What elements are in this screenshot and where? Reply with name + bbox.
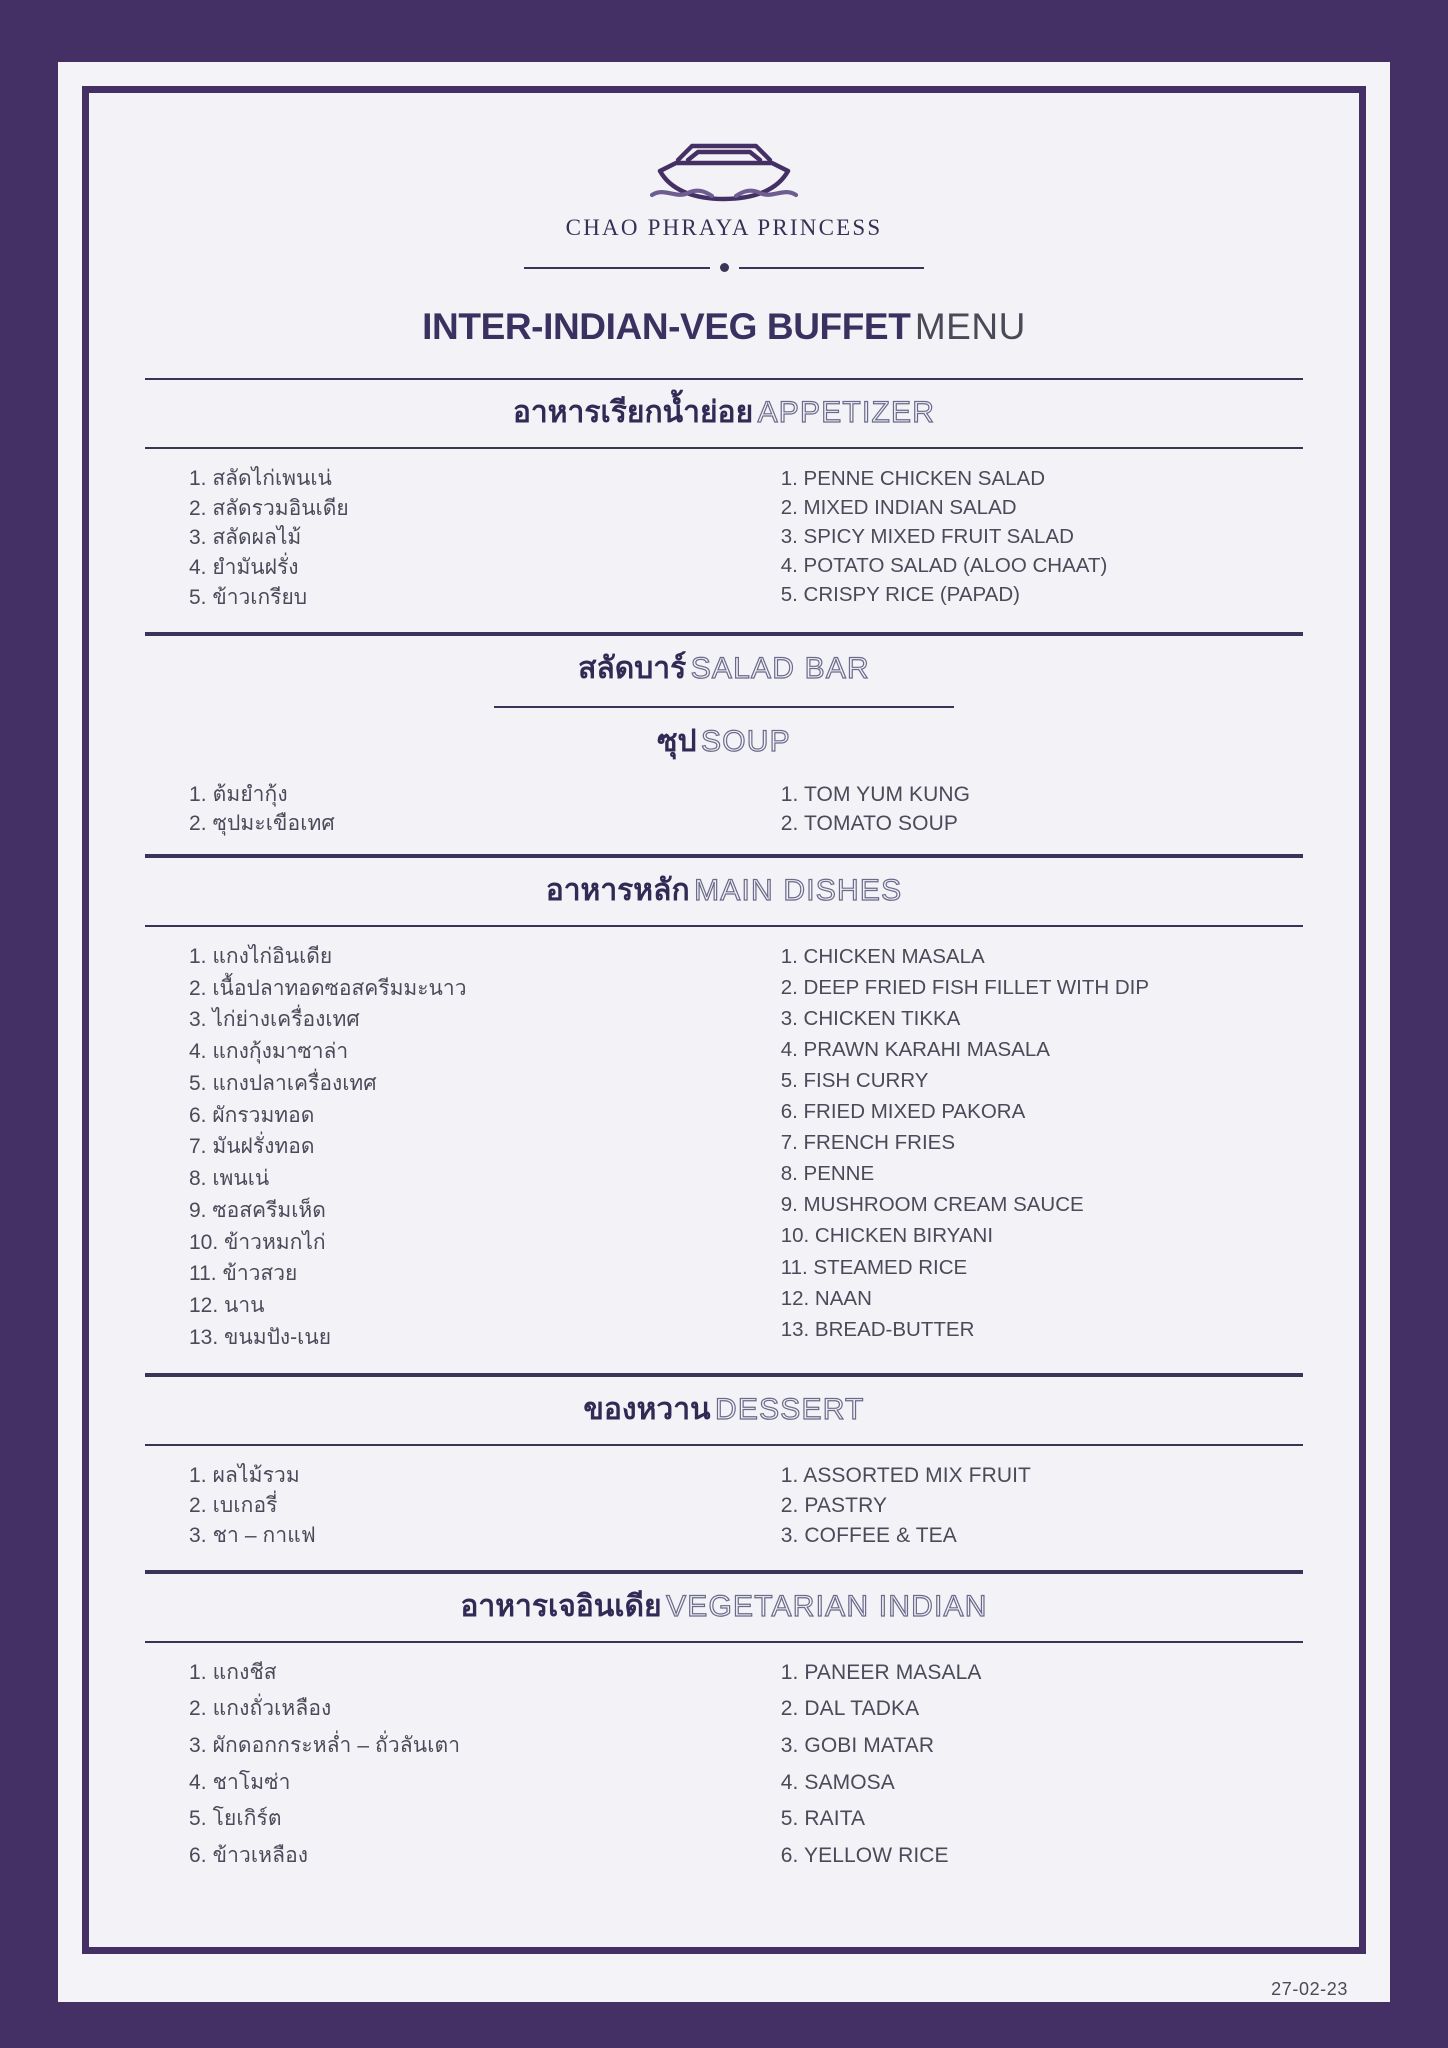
section-title-en: SOUP bbox=[701, 724, 791, 758]
list-item: 1. CHICKEN MASALA bbox=[780, 945, 985, 969]
list-item: 1. สลัดไก่เพนเน่ bbox=[189, 467, 332, 490]
page-title-strong: INTER-INDIAN-VEG BUFFET bbox=[422, 306, 911, 347]
list-item: 3. SPICY MIXED FRUIT SALAD bbox=[780, 525, 1074, 549]
items-column-thai bbox=[145, 781, 759, 840]
list-item: 11. ข้าวสวย bbox=[189, 1262, 298, 1286]
list-item: 2. แกงถั่วเหลือง bbox=[189, 1697, 332, 1721]
list-item: 6. ผักรวมทอด bbox=[189, 1103, 315, 1127]
list-item: 1. ผลไม้รวม bbox=[189, 1464, 300, 1488]
list-item: 3. สลัดผลไม้ bbox=[189, 526, 302, 550]
list-item: 5. แกงปลาเครื่องเทศ bbox=[189, 1071, 377, 1095]
salad-soup-divider bbox=[494, 706, 954, 708]
brand-name: CHAO PHRAYA PRINCESS bbox=[565, 215, 883, 240]
list-item: 7. FRENCH FRIES bbox=[780, 1131, 956, 1155]
list-item: 2. MIXED INDIAN SALAD bbox=[780, 496, 1017, 520]
list-item: 2. PASTRY bbox=[780, 1494, 888, 1518]
brand-logo-block bbox=[133, 119, 1315, 272]
section-title-th: อาหารเรียกน้ำย่อย bbox=[512, 396, 754, 429]
list-item: 4. PRAWN KARAHI MASALA bbox=[780, 1038, 1050, 1062]
list-item: 10. CHICKEN BIRYANI bbox=[780, 1224, 994, 1248]
section-header-dessert bbox=[145, 1375, 1303, 1446]
section-title-en: MAIN DISHES bbox=[694, 874, 903, 908]
list-item: 8. เพนเน่ bbox=[189, 1167, 270, 1191]
page-title bbox=[133, 306, 1315, 348]
section-title-th: ของหวาน bbox=[583, 1393, 711, 1427]
items-column-english bbox=[759, 1462, 1303, 1551]
list-item: 3. CHICKEN TIKKA bbox=[780, 1007, 961, 1031]
list-item: 4. SAMOSA bbox=[780, 1770, 895, 1794]
list-item: 13. ขนมปัง-เนย bbox=[189, 1325, 331, 1349]
list-item: 12. NAAN bbox=[780, 1286, 872, 1310]
list-item: 6. YELLOW RICE bbox=[780, 1844, 949, 1868]
section-title-th: สลัดบาร์ bbox=[578, 651, 687, 685]
menu-sheet bbox=[89, 93, 1359, 1947]
items-column-thai bbox=[145, 943, 759, 1355]
items-column-thai bbox=[145, 465, 759, 614]
list-item: 5. RAITA bbox=[780, 1807, 866, 1831]
menu-inner-frame bbox=[82, 86, 1366, 1954]
list-item: 1. PENNE CHICKEN SALAD bbox=[780, 467, 1046, 490]
list-item: 11. STEAMED RICE bbox=[780, 1255, 968, 1279]
list-item: 13. BREAD-BUTTER bbox=[780, 1317, 975, 1341]
list-item: 1. แกงชีส bbox=[189, 1660, 277, 1684]
divider-line-left bbox=[524, 267, 710, 269]
divider-dot bbox=[720, 263, 729, 272]
section-items-vegetarian-indian bbox=[145, 1643, 1303, 1897]
list-item: 9. MUSHROOM CREAM SAUCE bbox=[780, 1193, 1084, 1217]
list-item: 5. โยเกิร์ต bbox=[189, 1807, 282, 1831]
list-item: 3. GOBI MATAR bbox=[780, 1733, 935, 1757]
list-item: 2. สลัดรวมอินเดีย bbox=[189, 496, 349, 520]
logo-divider bbox=[524, 263, 924, 272]
list-item: 1. ASSORTED MIX FRUIT bbox=[780, 1464, 1031, 1488]
list-item: 10. ข้าวหมกไก่ bbox=[189, 1230, 326, 1254]
list-item: 7. มันฝรั่งทอด bbox=[189, 1135, 315, 1159]
section-title-th: อาหารหลัก bbox=[545, 874, 690, 908]
section-header-vegetarian-indian bbox=[145, 1572, 1303, 1643]
section-items-soup bbox=[145, 769, 1303, 856]
list-item: 5. FISH CURRY bbox=[780, 1069, 929, 1093]
list-item: 6. ข้าวเหลือง bbox=[189, 1844, 309, 1868]
list-item: 1. ต้มยำกุ้ง bbox=[189, 782, 288, 806]
page-title-light: MENU bbox=[914, 306, 1026, 347]
list-item: 1. TOM YUM KUNG bbox=[780, 782, 971, 806]
list-item: 2. TOMATO SOUP bbox=[780, 812, 958, 836]
list-item: 2. ซุปมะเขือเทศ bbox=[189, 812, 335, 836]
section-title-th: ซุป bbox=[657, 724, 697, 758]
items-column-english bbox=[759, 781, 1303, 840]
section-items-appetizer bbox=[145, 449, 1303, 634]
section-title-th: อาหารเจอินเดีย bbox=[460, 1589, 662, 1623]
list-item: 4. POTATO SALAD (ALOO CHAAT) bbox=[780, 554, 1108, 578]
section-header-soup bbox=[145, 716, 1303, 769]
list-item: 3. COFFEE & TEA bbox=[780, 1523, 957, 1547]
section-header-salad-bar bbox=[145, 634, 1303, 696]
section-items-dessert bbox=[145, 1446, 1303, 1571]
list-item: 3. ไก่ย่างเครื่องเทศ bbox=[189, 1008, 360, 1032]
cruise-ship-icon bbox=[632, 133, 816, 213]
list-item: 4. ยำมันฝรั่ง bbox=[189, 556, 299, 580]
list-item: 5. CRISPY RICE (PAPAD) bbox=[780, 583, 1020, 607]
section-title-en: APPETIZER bbox=[757, 396, 936, 429]
list-item: 8. PENNE bbox=[780, 1162, 875, 1186]
list-item: 2. DAL TADKA bbox=[780, 1697, 920, 1721]
items-column-english bbox=[759, 943, 1303, 1355]
section-title-en: SALAD BAR bbox=[690, 651, 870, 685]
section-header-appetizer bbox=[145, 378, 1303, 449]
section-header-main-dishes bbox=[145, 856, 1303, 927]
list-item: 5. ข้าวเกรียบ bbox=[189, 585, 308, 609]
section-title-en: VEGETARIAN INDIAN bbox=[666, 1589, 988, 1623]
list-item: 9. ซอสครีมเห็ด bbox=[189, 1198, 326, 1222]
list-item: 1. แกงไก่อินเดีย bbox=[189, 945, 333, 969]
list-item: 2. DEEP FRIED FISH FILLET WITH DIP bbox=[780, 976, 1150, 1000]
divider-line-right bbox=[739, 267, 925, 269]
list-item: 2. เนื้อปลาทอดซอสครีมมะนาว bbox=[189, 976, 467, 1000]
section-items-main-dishes bbox=[145, 927, 1303, 1375]
list-item: 2. เบเกอรี่ bbox=[189, 1494, 278, 1518]
list-item: 4. แกงกุ้งมาซาล่า bbox=[189, 1040, 349, 1064]
items-column-english bbox=[759, 1659, 1303, 1879]
list-item: 3. ชา – กาแฟ bbox=[189, 1523, 316, 1547]
items-column-thai bbox=[145, 1659, 759, 1879]
list-item: 1. PANEER MASALA bbox=[780, 1660, 982, 1684]
list-item: 12. นาน bbox=[189, 1293, 265, 1317]
items-column-english bbox=[759, 465, 1303, 614]
items-column-thai bbox=[145, 1462, 759, 1551]
list-item: 4. ชาโมซ่า bbox=[189, 1770, 291, 1794]
date-stamp: 27-02-23 bbox=[1271, 1979, 1348, 1999]
list-item: 3. ผักดอกกระหล่ำ – ถั่วลันเตา bbox=[189, 1733, 461, 1757]
section-title-en: DESSERT bbox=[715, 1393, 865, 1427]
list-item: 6. FRIED MIXED PAKORA bbox=[780, 1100, 1026, 1124]
